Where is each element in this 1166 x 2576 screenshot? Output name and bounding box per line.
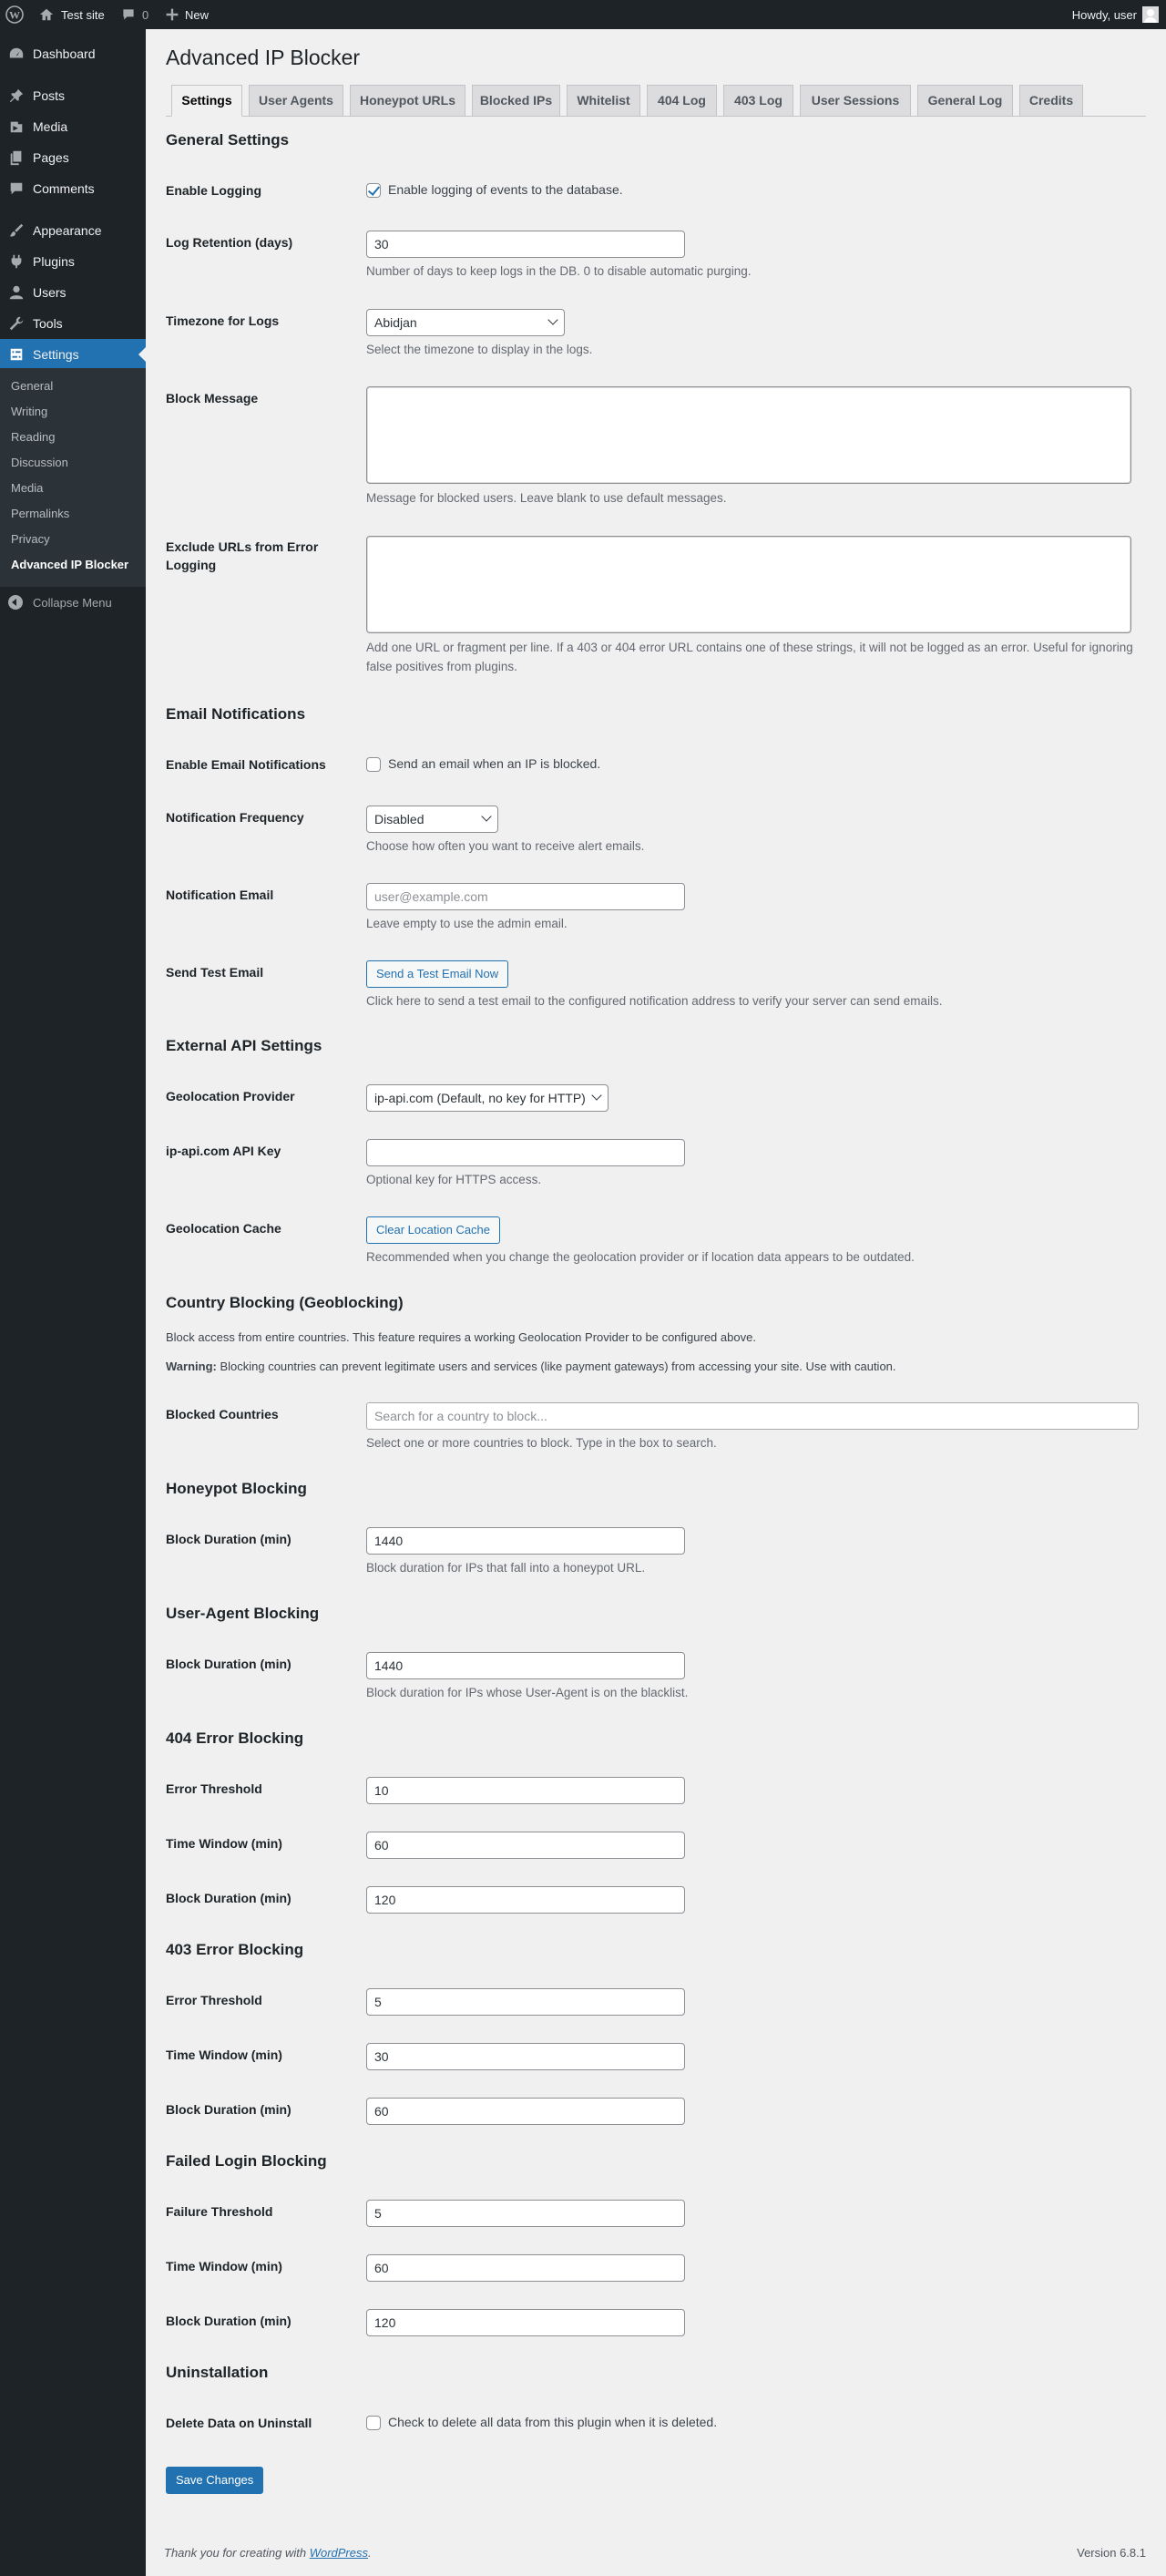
media-icon (8, 118, 25, 135)
site-name-link[interactable] (38, 0, 105, 29)
submenu-item-permalinks[interactable]: Permalinks (11, 507, 70, 520)
menu-label: Pages (33, 150, 69, 165)
404-window-input[interactable] (366, 1832, 685, 1859)
menu-item-tools[interactable] (0, 308, 146, 339)
menu-label: Dashboard (33, 46, 96, 61)
geolocation-provider-label: Geolocation Provider (166, 1089, 295, 1103)
login-duration-input[interactable] (366, 2309, 685, 2336)
section-heading-404: 404 Error Blocking (166, 1729, 304, 1747)
menu-label: Tools (33, 316, 63, 331)
menu-item-dashboard[interactable] (0, 38, 146, 69)
submenu-item-media[interactable]: Media (11, 481, 44, 495)
menu-label: Appearance (33, 223, 102, 238)
ua-duration-desc: Block duration for IPs whose User-Agent is on the blacklist. (366, 1686, 689, 1699)
geoblocking-intro: Block access from entire countries. This feature requires a working Geolocation Provider to be configured above. (166, 1330, 756, 1344)
blocked-countries-desc: Select one or more countries to block. Type in the box to search. (366, 1436, 717, 1450)
menu-item-users[interactable] (0, 277, 146, 308)
block-message-textarea[interactable] (366, 386, 1131, 484)
avatar (1142, 6, 1159, 23)
section-heading-api: External API Settings (166, 1037, 322, 1054)
section-heading-403: 403 Error Blocking (166, 1941, 304, 1958)
save-changes-button[interactable]: Save Changes (166, 2467, 263, 2494)
notification-frequency-value: Disabled (374, 812, 424, 826)
menu-item-settings[interactable] (0, 339, 146, 370)
users-icon (8, 284, 25, 301)
tab-general-log[interactable]: General Log (917, 85, 1013, 117)
login-duration-label: Block Duration (min) (166, 2314, 292, 2328)
pin-icon (8, 87, 25, 104)
enable-logging-checkbox[interactable] (366, 183, 381, 198)
log-retention-input[interactable] (366, 231, 685, 258)
site-name: Test site (61, 7, 105, 22)
nav-tabs (166, 85, 1146, 117)
wrench-icon (8, 315, 25, 332)
chevron-down-icon (591, 1090, 601, 1100)
exclude-urls-textarea[interactable] (366, 536, 1131, 633)
enable-logging-label: Enable Logging (166, 183, 261, 198)
tab-404-log[interactable]: 404 Log (647, 85, 717, 117)
timezone-value: Abidjan (374, 315, 417, 330)
send-test-email-label: Send Test Email (166, 965, 264, 980)
delete-data-label: Delete Data on Uninstall (166, 2416, 312, 2430)
chevron-down-icon (547, 314, 557, 324)
menu-label: Media (33, 119, 68, 134)
delete-data-checkbox[interactable] (366, 2416, 381, 2430)
settings-submenu (0, 368, 146, 587)
submenu-item-privacy[interactable]: Privacy (11, 532, 50, 546)
footer-thanks (164, 2546, 372, 2560)
blocked-countries-search-input[interactable] (366, 1402, 1139, 1430)
403-window-label: Time Window (min) (166, 2047, 282, 2062)
login-window-label: Time Window (min) (166, 2259, 282, 2273)
tab-user-agents[interactable]: User Agents (249, 85, 343, 117)
ua-duration-label: Block Duration (min) (166, 1657, 292, 1671)
404-window-label: Time Window (min) (166, 1836, 282, 1851)
submenu-item-advanced-ip-blocker[interactable]: Advanced IP Blocker (11, 558, 129, 571)
comment-bubble-icon (121, 7, 136, 22)
block-message-label: Block Message (166, 391, 259, 405)
menu-label: Comments (33, 181, 95, 196)
menu-item-pages[interactable] (0, 142, 146, 173)
menu-item-comments[interactable] (0, 173, 146, 204)
section-heading-user-agent: User-Agent Blocking (166, 1605, 320, 1622)
enable-email-checkbox[interactable] (366, 757, 381, 772)
menu-item-appearance[interactable] (0, 215, 146, 246)
section-heading-geoblocking: Country Blocking (Geoblocking) (166, 1294, 404, 1311)
login-threshold-input[interactable] (366, 2200, 685, 2227)
menu-label: Posts (33, 88, 66, 103)
tab-honeypot-urls[interactable]: Honeypot URLs (350, 85, 465, 117)
plus-icon (165, 7, 179, 22)
honeypot-duration-desc: Block duration for IPs that fall into a honeypot URL. (366, 1561, 646, 1575)
block-message-desc: Message for blocked users. Leave blank to use default messages. (366, 491, 727, 505)
403-duration-label: Block Duration (min) (166, 2102, 292, 2117)
enable-logging-text: Enable logging of events to the database. (388, 182, 623, 197)
menu-item-media[interactable] (0, 111, 146, 142)
admin-bar (0, 0, 1166, 29)
tab-blocked-ips[interactable]: Blocked IPs (472, 85, 560, 117)
send-test-email-button[interactable]: Send a Test Email Now (366, 960, 508, 988)
section-heading-email: Email Notifications (166, 705, 306, 723)
exclude-urls-label: Exclude URLs from Error Logging (166, 539, 319, 572)
submenu-item-reading[interactable]: Reading (11, 430, 56, 444)
honeypot-duration-input[interactable] (366, 1527, 685, 1555)
menu-label: Settings (33, 347, 79, 362)
enable-email-text: Send an email when an IP is blocked. (388, 756, 601, 771)
collapse-menu-button[interactable] (0, 587, 146, 618)
tab-settings[interactable]: Settings (171, 85, 242, 117)
timezone-label: Timezone for Logs (166, 313, 280, 328)
enable-email-label: Enable Email Notifications (166, 757, 326, 772)
notification-frequency-desc: Choose how often you want to receive alert emails. (366, 839, 645, 853)
comments-link[interactable] (121, 0, 148, 29)
submenu-item-writing[interactable]: Writing (11, 405, 48, 418)
footer-thanks-text: Thank you for creating with (164, 2546, 310, 2560)
timezone-desc: Select the timezone to display in the logs. (366, 343, 593, 356)
geolocation-cache-desc: Recommended when you change the geolocation provider or if location data appears to be outdated. (366, 1250, 915, 1264)
notification-email-input[interactable] (366, 883, 685, 910)
collapse-label: Collapse Menu (33, 596, 112, 610)
submenu-item-discussion[interactable]: Discussion (11, 456, 68, 469)
main-content (146, 29, 1166, 2576)
geolocation-provider-select[interactable] (366, 1084, 609, 1112)
section-heading-honeypot: Honeypot Blocking (166, 1480, 307, 1497)
collapse-arrow-icon (8, 595, 23, 610)
404-threshold-input[interactable] (366, 1777, 685, 1804)
menu-label: Plugins (33, 254, 75, 269)
403-threshold-label: Error Threshold (166, 1993, 262, 2007)
menu-item-posts[interactable] (0, 80, 146, 111)
pages-icon (8, 149, 25, 166)
settings-icon (8, 346, 25, 363)
geolocation-provider-value: ip-api.com (Default, no key for HTTP) (374, 1091, 586, 1105)
dashboard-icon (8, 46, 25, 62)
notification-frequency-select[interactable] (366, 806, 498, 833)
api-key-label: ip-api.com API Key (166, 1144, 281, 1158)
home-icon (38, 6, 55, 23)
clear-location-cache-button[interactable]: Clear Location Cache (366, 1216, 500, 1244)
log-retention-desc: Number of days to keep logs in the DB. 0 to disable automatic purging. (366, 264, 752, 278)
section-heading-uninstall: Uninstallation (166, 2364, 269, 2381)
404-duration-label: Block Duration (min) (166, 1891, 292, 1905)
tab-user-sessions[interactable]: User Sessions (800, 85, 911, 117)
login-window-input[interactable] (366, 2254, 685, 2282)
new-label: New (185, 7, 210, 22)
menu-label: Users (33, 285, 66, 300)
menu-item-plugins[interactable] (0, 246, 146, 277)
geolocation-cache-label: Geolocation Cache (166, 1221, 281, 1236)
submenu-item-general[interactable]: General (11, 379, 54, 393)
tab-403-log[interactable]: 403 Log (723, 85, 793, 117)
warning-text: Blocking countries can prevent legitimate users and services (like payment gateways) from accessing your site. Use with caution. (216, 1360, 896, 1373)
footer-period: . (368, 2546, 372, 2560)
ua-duration-input[interactable] (366, 1652, 685, 1679)
footer-version: Version 6.8.1 (1077, 2546, 1146, 2560)
brush-icon (8, 222, 25, 239)
notification-email-label: Notification Email (166, 888, 274, 902)
wordpress-link[interactable]: WordPress (309, 2546, 368, 2560)
tab-credits[interactable]: Credits (1019, 85, 1083, 117)
section-heading-failed-login: Failed Login Blocking (166, 2152, 327, 2170)
403-window-input[interactable] (366, 2043, 685, 2070)
api-key-input[interactable] (366, 1139, 685, 1166)
honeypot-duration-label: Block Duration (min) (166, 1532, 292, 1546)
wordpress-logo-icon[interactable] (5, 0, 26, 29)
comments-count: 0 (142, 7, 149, 22)
delete-data-text: Check to delete all data from this plugin when it is deleted. (388, 2415, 718, 2429)
403-threshold-input[interactable] (366, 1988, 685, 2016)
blocked-countries-label: Blocked Countries (166, 1407, 279, 1421)
warning-label: Warning: (166, 1360, 217, 1373)
comments-icon (8, 180, 25, 197)
plugin-icon (8, 253, 25, 270)
403-duration-input[interactable] (366, 2098, 685, 2125)
api-key-desc: Optional key for HTTPS access. (366, 1173, 542, 1186)
notification-frequency-label: Notification Frequency (166, 810, 304, 825)
404-threshold-label: Error Threshold (166, 1781, 262, 1796)
notification-email-desc: Leave empty to use the admin email. (366, 917, 568, 930)
send-test-email-desc: Click here to send a test email to the configured notification address to verify your server can send emails. (366, 994, 943, 1008)
admin-menu (0, 29, 146, 2576)
exclude-urls-desc: Add one URL or fragment per line. If a 403 or 404 error URL contains one of these strings, it will not be logged as an error. Useful for ignoring false positives from plugins. (366, 641, 1133, 673)
404-duration-input[interactable] (366, 1886, 685, 1914)
geoblocking-warning (166, 1360, 896, 1373)
page-title: Advanced IP Blocker (166, 46, 361, 69)
howdy-text: Howdy, user (1071, 7, 1137, 22)
tab-whitelist[interactable]: Whitelist (567, 85, 640, 117)
my-account-link[interactable] (1072, 0, 1159, 29)
log-retention-label: Log Retention (days) (166, 235, 293, 250)
section-heading-general: General Settings (166, 131, 290, 149)
svg-text:W: W (9, 8, 20, 22)
login-threshold-label: Failure Threshold (166, 2204, 273, 2219)
new-content-link[interactable] (165, 0, 209, 29)
chevron-down-icon (481, 811, 491, 821)
timezone-select[interactable] (366, 309, 565, 336)
